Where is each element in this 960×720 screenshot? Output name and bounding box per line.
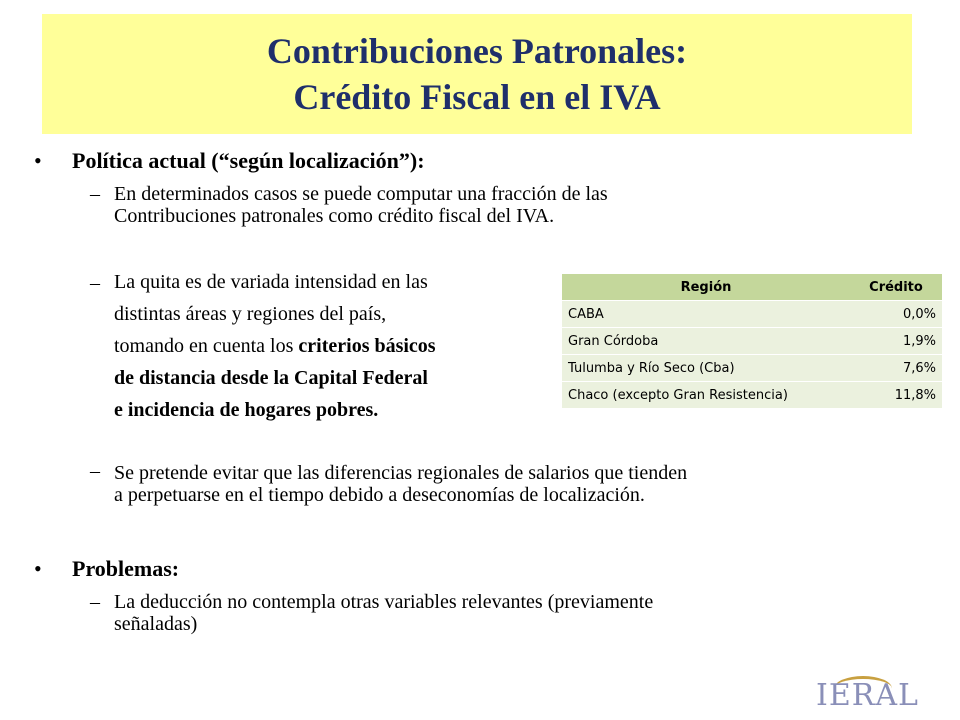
table-row: [562, 382, 942, 409]
table-header-credito: Crédito: [850, 274, 942, 301]
table-cell-credito: 1,9%: [850, 328, 942, 355]
dash-marker: –: [90, 460, 100, 482]
bullet-marker: •: [34, 556, 42, 581]
sub-item-text-bold: e incidencia de hogares pobres.: [114, 399, 379, 421]
sub-item-text: Contribuciones patronales como crédito fiscal del IVA.: [114, 205, 555, 227]
sub-item-text: señaladas): [114, 613, 198, 635]
bullet-marker: •: [34, 148, 42, 173]
table-cell-credito: 0,0%: [850, 301, 942, 328]
bullet-problemas: Problemas:: [72, 556, 180, 581]
table-cell-credito: 7,6%: [850, 355, 942, 382]
ieral-logo: [816, 676, 919, 714]
table-row: [562, 355, 942, 382]
slide-title-line-2: Crédito Fiscal en el IVA: [293, 77, 661, 117]
bullet-politica-actual: Política actual (“según localización”):: [72, 148, 425, 173]
slide-title-box: [42, 14, 912, 134]
sub-item-text: [114, 330, 436, 362]
sub-item-text: a perpetuarse en el tiempo debido a deseconomías de localización.: [114, 484, 645, 506]
sub-item-deduccion: [114, 591, 653, 635]
sub-item-text: Se pretende evitar que las diferencias regionales de salarios que tienden: [114, 462, 688, 484]
sub-item-text: La quita es de variada intensidad en las: [114, 271, 428, 293]
sub-item-quita: [114, 266, 436, 426]
dash-marker: –: [90, 272, 100, 294]
sub-item-pretende: [114, 462, 687, 506]
table-cell-region: Gran Córdoba: [562, 328, 850, 355]
sub-item-text-bold: de distancia desde la Capital Federal: [114, 367, 428, 389]
table-cell-region: CABA: [562, 301, 850, 328]
table-cell-credito: 11,8%: [850, 382, 942, 409]
sub-item-text-normal: tomando en cuenta los: [114, 335, 299, 357]
sub-item-text-bold: criterios básicos: [298, 335, 436, 357]
slide-title-line-1: Contribuciones Patronales:: [266, 31, 688, 71]
sub-item-computar: [114, 183, 608, 227]
table-cell-region: Chaco (excepto Gran Resistencia): [562, 382, 850, 409]
table-row: [562, 328, 942, 355]
table-header-region: Región: [562, 274, 850, 301]
region-credit-table: [562, 274, 942, 408]
dash-marker: –: [90, 591, 100, 613]
table-row: [562, 301, 942, 328]
sub-item-text: La deducción no contempla otras variables relevantes (previamente: [114, 591, 654, 613]
table-header-row: [562, 274, 942, 301]
logo-text: IERAL: [816, 678, 919, 713]
table-cell-region: Tulumba y Río Seco (Cba): [562, 355, 850, 382]
sub-item-text: En determinados casos se puede computar una fracción de las: [114, 183, 608, 205]
dash-marker: –: [90, 183, 100, 205]
sub-item-text: distintas áreas y regiones del país,: [114, 303, 387, 325]
